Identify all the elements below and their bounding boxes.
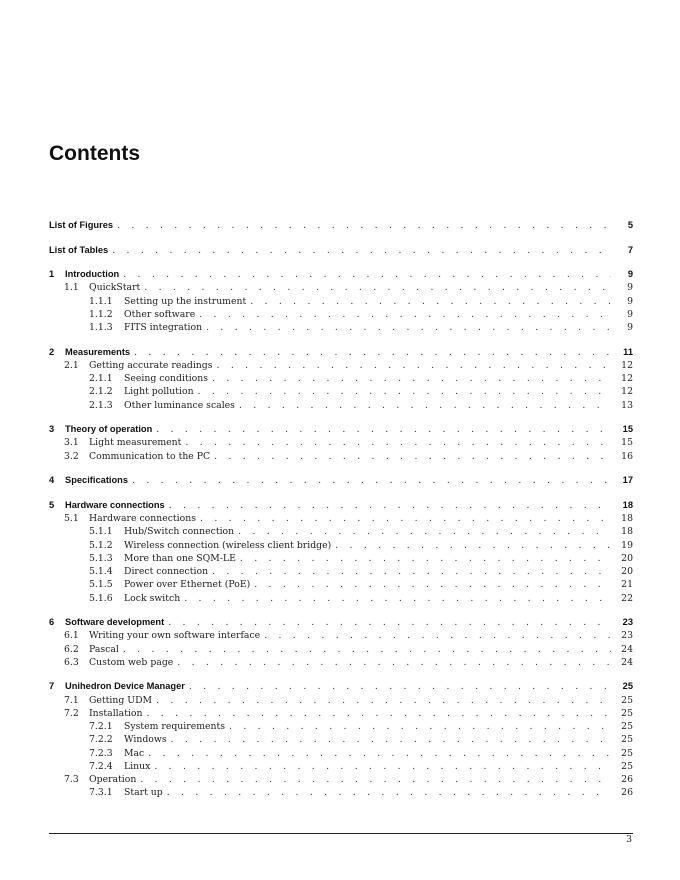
dot-leader [229,721,611,732]
toc-entry-section[interactable] [49,695,633,708]
toc-entry-label: Lock switch [124,592,181,604]
toc-entry-page: 24 [621,643,633,655]
toc-entry-chapter[interactable] [49,269,633,282]
toc-entry-page: 25 [621,747,633,759]
toc-entry-subsection[interactable] [49,540,633,553]
dot-leader [132,475,611,486]
toc-entry-page: 9 [627,308,633,320]
toc-entry-section[interactable] [49,774,633,787]
toc-entry-page: 25 [621,707,633,719]
toc-entry-number: 7.2.2 [89,734,113,746]
toc-entry-subsection[interactable] [49,322,633,335]
toc-entry-page: 25 [622,681,633,692]
table-of-contents [49,220,633,801]
toc-entry-number: 1.1.3 [89,322,113,334]
toc-entry-label: Direct connection [124,566,209,578]
page-number: 3 [626,834,632,845]
toc-entry-subsection[interactable] [49,400,633,413]
toc-entry-number: 2.1.1 [89,373,113,385]
toc-entry-number: 7.3.1 [89,787,113,799]
toc-entry-page: 18 [621,526,633,538]
toc-entry-number: 7.1 [64,694,79,706]
toc-entry-section[interactable] [49,630,633,643]
toc-entry-label: Pascal [89,643,119,655]
dot-leader [168,617,611,628]
toc-entry-subsection[interactable] [49,526,633,539]
dot-leader [154,761,611,772]
toc-entry-number: 1.1.1 [89,295,113,307]
toc-entry-label: List of Tables [49,244,109,255]
toc-entry-subsection[interactable] [49,579,633,592]
toc-entry-number: 7.2 [64,707,79,719]
dot-leader [112,245,611,256]
toc-entry-section[interactable] [49,451,633,464]
toc-entry-page: 19 [621,539,633,551]
toc-entry-number: 4 [49,475,55,486]
toc-entry-label: Windows [124,734,167,746]
toc-entry-number: 5 [49,499,55,510]
toc-entry-page: 12 [621,373,633,385]
toc-entry-label: Custom web page [89,656,174,668]
toc-entry-chapter[interactable] [49,220,633,233]
toc-entry-label: Getting accurate readings [89,359,213,371]
toc-entry-label: Light pollution [124,386,194,398]
toc-entry-page: 13 [621,399,633,411]
toc-entry-subsection[interactable] [49,309,633,322]
toc-entry-number: 1.1.2 [89,308,113,320]
toc-entry-label: Communication to the PC [89,450,211,462]
toc-entry-label: Operation [89,774,137,786]
toc-entry-page: 23 [621,630,633,642]
toc-entry-page: 18 [621,513,633,525]
dot-leader [177,657,611,668]
toc-entry-number: 5.1 [64,513,79,525]
toc-entry-page: 11 [623,346,633,357]
dot-leader [144,282,611,293]
toc-entry-page: 15 [621,437,633,449]
toc-entry-page: 26 [621,774,633,786]
dot-leader [148,748,611,759]
toc-entry-number: 7.3 [64,774,79,786]
toc-entry-chapter[interactable] [49,500,633,513]
toc-entry-label: Measurements [65,346,131,357]
toc-entry-page: 16 [621,450,633,462]
toc-entry-label: Hardware connections [89,513,197,525]
dot-leader [335,540,611,551]
toc-entry-subsection[interactable] [49,721,633,734]
toc-entry-number: 5.1.3 [89,552,113,564]
toc-entry-number: 3 [49,424,55,435]
dot-leader [240,553,611,564]
toc-entry-label: More than one SQM-LE [124,552,236,564]
toc-entry-chapter[interactable] [49,424,633,437]
toc-entry-page: 15 [622,424,633,435]
toc-entry-subsection[interactable] [49,593,633,606]
dot-leader [212,373,611,384]
toc-entry-page: 25 [621,694,633,706]
toc-entry-page: 9 [627,269,633,280]
toc-entry-label: Getting UDM [89,694,153,706]
toc-entry-page: 25 [621,760,633,772]
toc-entry-page: 9 [627,322,633,334]
toc-entry-number: 6 [49,617,55,628]
toc-entry-subsection[interactable] [49,748,633,761]
dot-leader [250,296,611,307]
dot-leader [189,681,611,692]
dot-leader [134,347,611,358]
toc-entry-number: 6.3 [64,656,79,668]
dot-leader [239,400,611,411]
toc-entry-label: Mac [124,747,145,759]
dot-leader [171,734,611,745]
toc-entry-label: Wireless connection (wireless client bridge) [124,539,332,551]
toc-entry-section[interactable] [49,644,633,657]
toc-entry-section[interactable] [49,708,633,721]
toc-entry-number: 5.1.2 [89,539,113,551]
toc-entry-page: 21 [621,579,633,591]
toc-entry-chapter[interactable] [49,475,633,488]
toc-entry-page: 22 [621,592,633,604]
toc-entry-page: 26 [621,787,633,799]
toc-entry-chapter[interactable] [49,617,633,630]
toc-entry-page: 20 [621,552,633,564]
toc-entry-section[interactable] [49,282,633,295]
toc-entry-label: Writing your own software interface [89,630,261,642]
toc-entry-number: 5.1.5 [89,579,113,591]
dot-leader [117,220,611,231]
toc-entry-label: Software development [65,617,165,628]
dot-leader [169,500,611,511]
dot-leader [185,437,611,448]
toc-entry-label: Introduction [65,269,120,280]
dot-leader [264,630,611,641]
toc-entry-subsection[interactable] [49,787,633,800]
toc-entry-chapter[interactable] [49,245,633,258]
toc-entry-subsection[interactable] [49,553,633,566]
toc-entry-page: 12 [621,359,633,371]
toc-entry-page: 18 [622,499,633,510]
dot-leader [214,451,611,462]
toc-entry-section[interactable] [49,657,633,670]
dot-leader [238,526,611,537]
toc-entry-section[interactable] [49,513,633,526]
dot-leader [156,424,611,435]
toc-entry-label: Other luminance scales [124,399,235,411]
dot-leader [184,593,611,604]
toc-entry-number: 7.2.1 [89,721,113,733]
toc-entry-label: QuickStart [89,282,141,294]
dot-leader [206,322,611,333]
toc-entry-number: 6.1 [64,630,79,642]
toc-entry-number: 1 [49,269,55,280]
toc-entry-number: 2.1 [64,359,79,371]
toc-entry-subsection[interactable] [49,761,633,774]
toc-entry-label: System requirements [124,721,226,733]
toc-entry-page: 25 [621,721,633,733]
toc-entry-page: 20 [621,566,633,578]
toc-entry-label: Light measurement [89,437,182,449]
dot-leader [198,386,611,397]
toc-entry-page: 12 [621,386,633,398]
toc-entry-label: Hardware connections [65,499,165,510]
dot-leader [156,695,611,706]
toc-entry-number: 6.2 [64,643,79,655]
toc-entry-subsection[interactable] [49,386,633,399]
dot-leader [200,513,611,524]
toc-entry-page: 24 [621,656,633,668]
toc-entry-subsection[interactable] [49,373,633,386]
toc-entry-page: 9 [627,295,633,307]
toc-entry-label: Other software [124,308,196,320]
page-title: Contents [49,142,140,165]
toc-entry-page: 25 [621,734,633,746]
toc-entry-number: 5.1.4 [89,566,113,578]
toc-entry-subsection[interactable] [49,734,633,747]
toc-entry-number: 7 [49,681,55,692]
toc-entry-label: Start up [124,787,163,799]
toc-entry-number: 3.1 [64,437,79,449]
dot-leader [199,309,611,320]
toc-entry-number: 3.2 [64,450,79,462]
toc-entry-label: Hub/Switch connection [124,526,235,538]
toc-entry-label: FITS integration [124,322,203,334]
toc-entry-chapter[interactable] [49,347,633,360]
toc-entry-number: 5.1.1 [89,526,113,538]
toc-entry-label: Power over Ethernet (PoE) [124,579,251,591]
toc-entry-number: 2.1.2 [89,386,113,398]
toc-entry-number: 7.2.4 [89,760,113,772]
toc-entry-page: 9 [627,282,633,294]
toc-entry-chapter[interactable] [49,681,633,694]
toc-entry-label: Seeing conditions [124,373,209,385]
dot-leader [254,579,611,590]
dot-leader [140,774,611,785]
toc-entry-label: Theory of operation [65,424,153,435]
toc-entry-page: 23 [622,617,633,628]
dot-leader [212,566,611,577]
toc-entry-page: 7 [627,244,633,255]
toc-entry-label: List of Figures [49,220,114,230]
toc-entry-section[interactable] [49,360,633,373]
toc-entry-number: 5.1.6 [89,592,113,604]
footer-rule [49,833,633,834]
toc-entry-number: 2.1.3 [89,399,113,411]
toc-entry-number: 1.1 [64,282,79,294]
toc-entry-number: 2 [49,346,55,357]
dot-leader [123,644,611,655]
toc-entry-label: Linux [124,760,151,772]
dot-leader [167,787,611,798]
toc-entry-page: 5 [627,220,633,230]
toc-entry-label: Setting up the instrument [124,295,247,307]
toc-entry-label: Specifications [65,475,129,486]
toc-entry-label: Installation [89,707,143,719]
dot-leader [147,708,612,719]
toc-entry-page: 17 [622,475,633,486]
toc-entry-subsection[interactable] [49,566,633,579]
toc-entry-label: Unihedron Device Manager [65,681,185,692]
dot-leader [123,269,611,280]
dot-leader [217,360,611,371]
toc-entry-number: 7.2.3 [89,747,113,759]
toc-entry-subsection[interactable] [49,296,633,309]
toc-entry-section[interactable] [49,437,633,450]
